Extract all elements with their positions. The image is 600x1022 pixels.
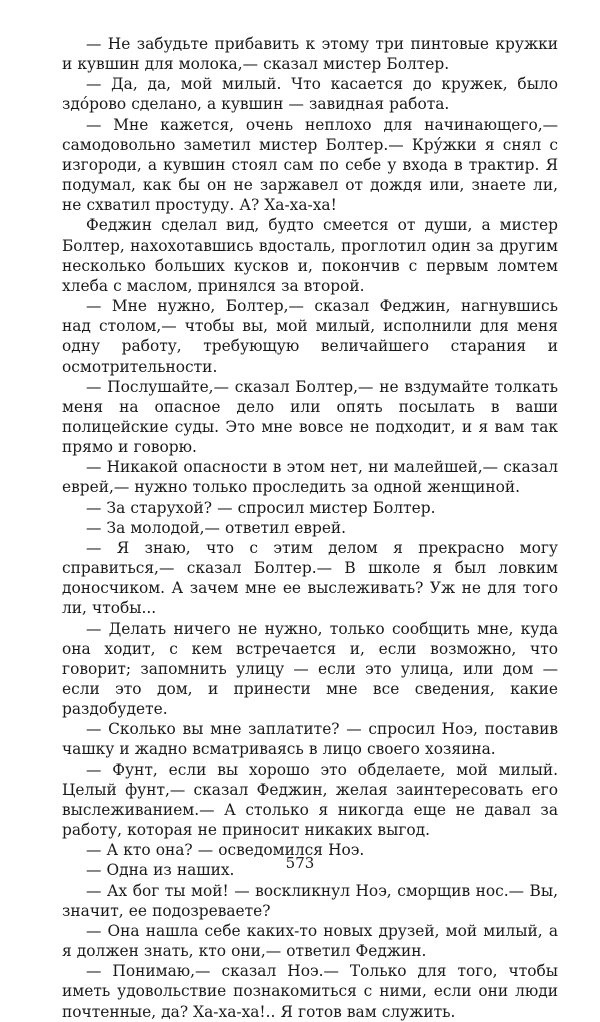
paragraph: — А кто она? — осведомился Ноэ. xyxy=(86,841,365,860)
paragraph: — Она нашла себе каких-то новых друзей, мой милый, а я должен знать, кто они,— ответил Феджин. xyxy=(62,921,558,961)
paragraph: — За старухой? — спросил мистер Болтер. xyxy=(86,498,436,517)
paragraph: — Никакой опасности в этом нет, ни малейшей,— сказал еврей,— нужно только проследить за одной женщиной. xyxy=(62,458,558,497)
paragraph: — Одна из наших. xyxy=(86,861,235,880)
paragraph: — Сколько вы мне заплатите? — спросил Ноэ, поставив чашку и жадно всматриваясь в лицо своего хозяина. xyxy=(62,720,558,759)
paragraph: — За молодой,— ответил еврей. xyxy=(86,518,347,537)
paragraph: — Фунт, если вы хорошо это обделаете, мой милый. Целый фунт,— сказал Феджин, желая заинтересовать его выслеживанием.— А столько я никогда еще не давал за работу, которая не приносит никаких выгод. xyxy=(62,760,558,840)
page-number: 573 xyxy=(285,854,315,872)
paragraph: — Да, да, мой милый. Что касается до кружек, было здо́рово сделано, а кувшин — завидная работа. xyxy=(62,75,558,114)
paragraph: — Послушайте,— сказал Болтер,— не вздумайте толкать меня на опасное дело или опять посылать в ваши полицейские суды. Это мне вовсе не подходит, и я вам так прямо и говорю. xyxy=(62,377,558,457)
paragraph: — Ах бог ты мой! — воскликнул Ноэ, сморщив нос.— Вы, значит, ее подозреваете? xyxy=(62,881,558,920)
paragraph: — Мне кажется, очень неплохо для начинающего,— самодовольно заметил мистер Болтер.— Кру́жки я снял с изгороди, а кувшин стоял сам по себе у входа в трактир. Я подумал, как бы он не заржавел от дождя или, знаете ли, не схватил простуду. А? Ха-ха-ха! xyxy=(62,115,558,215)
paragraph: Феджин сделал вид, будто смеется от души, а мистер Болтер, нахохотавшись вдосталь, проглотил один за другим несколько больших кусков и, покончив с первым ломтем хлеба с маслом, принялся за второй. xyxy=(62,216,558,295)
paragraph: — Не забудьте прибавить к этому три пинтовые кружки и кувшин для молока,— сказал мистер Болтер. xyxy=(62,35,558,74)
paragraph: — Мне нужно, Болтер,— сказал Феджин, нагнувшись над столом,— чтобы вы, мой милый, исполнили для меня одну работу, требующую величайшего старания и осмотрительности. xyxy=(62,297,558,376)
paragraph: — Понимаю,— сказал Ноэ.— Только для того, чтобы иметь удовольствие познакомиться с ними, если они люди почтенные, да? Ха-ха-ха!.. Я готов вам служить. xyxy=(62,962,558,1021)
paragraph: — Я знаю, что с этим делом я прекрасно могу справиться,— сказал Болтер.— В школе я был ловким доносчиком. А зачем мне ее выслеживать? Уж не для того ли, чтобы... xyxy=(62,538,558,618)
page-text xyxy=(62,34,558,1022)
paragraph: — Делать ничего не нужно, только сообщить мне, куда она ходит, с кем встречается и, если возможно, что говорит; запомнить улицу — если это улица, или дом — если это дом, и принести мне все сведения, какие раздобудете. xyxy=(62,619,558,719)
